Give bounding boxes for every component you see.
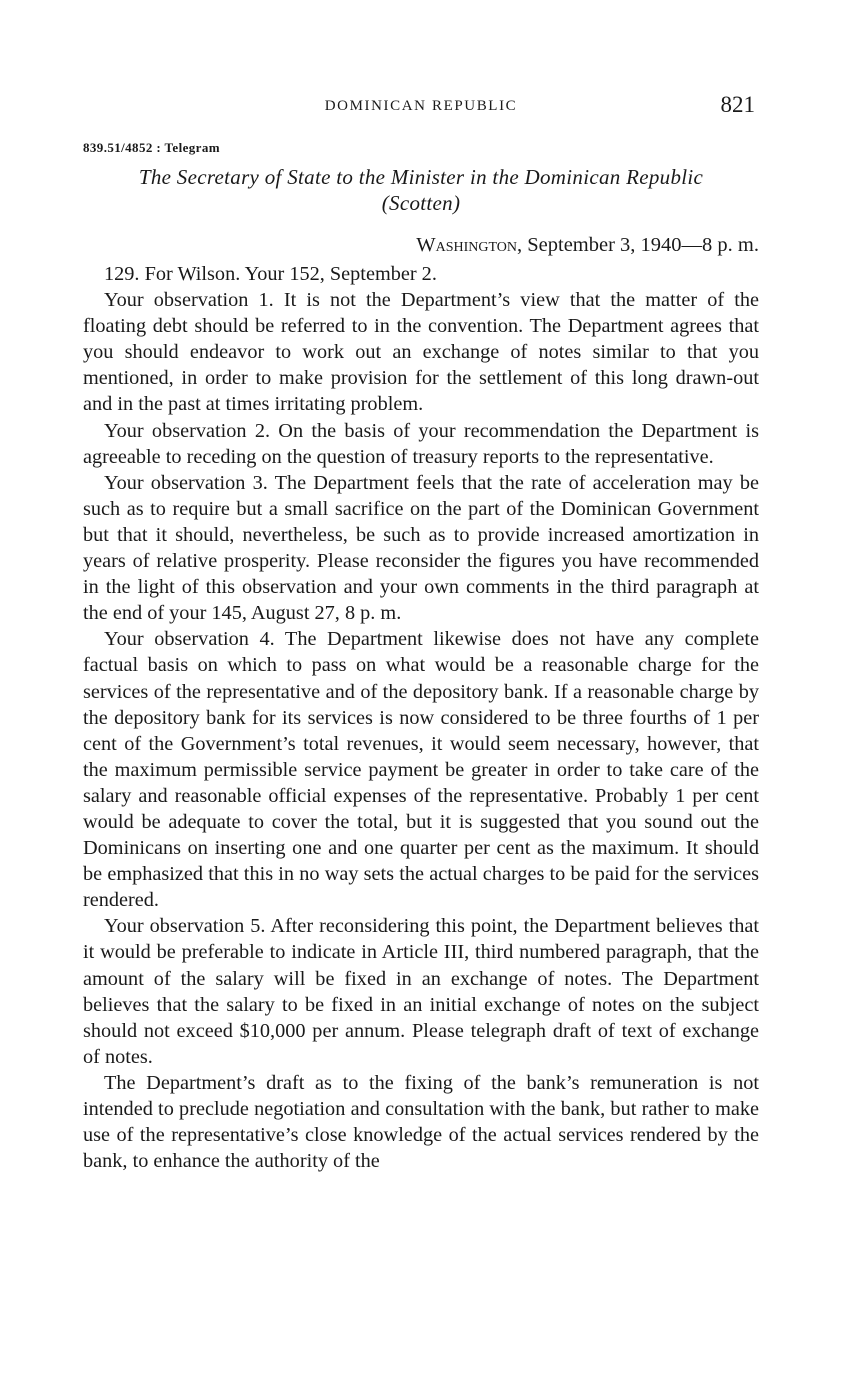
- paragraph-observation-5: Your observation 5. After reconsidering this point, the Department believes that it would be preferable to indicate in Article III, third numbered paragraph, that the amount of the salary will be fixed in an exchange of notes. The Department believes that the salary to be fixed in an initial exchange of notes on the subject should not exceed $10,000 per annum. Please telegraph draft of text of exchange of notes.: [83, 915, 759, 1068]
- paragraph-telegram-number: 129. For Wilson. Your 152, September 2.: [104, 263, 437, 285]
- document-heading: [83, 164, 759, 216]
- heading-line-2: (Scotten): [381, 191, 461, 215]
- page-number: 821: [720, 92, 755, 117]
- paragraph-observation-2: Your observation 2. On the basis of your recommendation the Department is agreeable to receding on the question of treasury reports to the representative.: [83, 419, 759, 468]
- dateline: [83, 232, 759, 258]
- dateline-date: , September 3, 1940—8 p. m.: [517, 234, 759, 256]
- paragraph-observation-4: Your observation 4. The Department likewise does not have any complete factual basis on which to pass on what would be a reasonable charge for the services of the representative and of the depository bank. If a reasonable charge by the depository bank for its services is now considered to be three fourths of 1 per cent of the Government’s total revenues, it would seem necessary, however, that the maximum permissible service payment be greater in order to take care of the salary and reasonable official expenses of the representative. Probably 1 per cent would be adequate to cover the total, but it is suggested that you sound out the Dominicans on inserting one and one quarter per cent as the maximum. It should be emphasized that this in no way sets the actual charges to be paid for the services rendered.: [83, 628, 759, 912]
- file-reference: 839.51/4852 : Telegram: [83, 140, 220, 155]
- paragraph-observation-3: Your observation 3. The Department feels that the rate of acceleration may be such as to require but a small sacrifice on the part of the Dominican Government but that it should, nevertheless, be such as to provide increased amortization in years of relative prosperity. Please reconsider the figures you have recommended in the light of this observation and your own comments in the third paragraph at the end of your 145, August 27, 8 p. m.: [83, 471, 759, 625]
- telegram-body: [83, 261, 759, 1174]
- running-head: [83, 94, 759, 122]
- paragraph-bank-remuneration: The Department’s draft as to the fixing of the bank’s remuneration is not intended to preclude negotiation and consultation with the bank, but rather to make use of the representative’s close knowledge of the actual services rendered by the bank, to enhance the authority of the: [83, 1071, 759, 1173]
- dateline-place: Washington: [416, 234, 517, 256]
- heading-line-1: The Secretary of State to the Minister in the Dominican Republic: [138, 165, 704, 189]
- running-title: DOMINICAN REPUBLIC: [324, 98, 518, 114]
- document-page: [83, 94, 759, 1174]
- paragraph-observation-1: Your observation 1. It is not the Department’s view that the matter of the floating debt should be referred to in the convention. The Department agrees that you should endeavor to work out an exchange of notes similar to that you mentioned, in order to make provision for the settlement of this long drawn-out and in the past at times irritating problem.: [83, 289, 759, 416]
